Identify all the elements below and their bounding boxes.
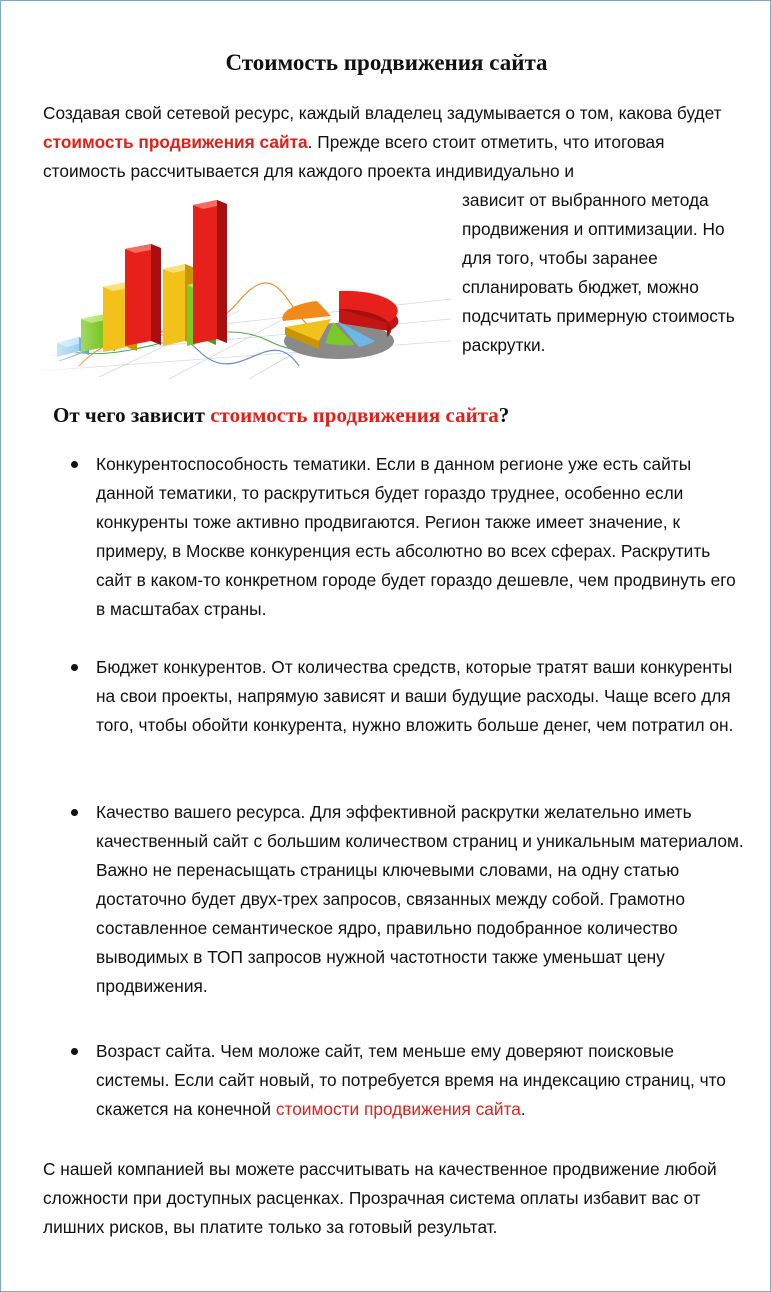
- list-item-text-end: .: [520, 1099, 526, 1119]
- keyword-link[interactable]: стоимости продвижения сайта: [275, 1099, 521, 1119]
- intro-text-start: Создавая свой сетевой ресурс, каждый владелец задумывается о том, какова будет: [43, 103, 722, 123]
- list-item-text: Возраст сайта. Чем моложе сайт, тем меньше ему доверяют поисковые системы. Если сайт новый, то потребуется время на индексацию страниц, что скажется на конечной: [96, 1041, 726, 1119]
- page-title: Стоимость продвижения сайта: [225, 50, 548, 75]
- bullet-dot: [71, 664, 78, 671]
- intro-text-end: . Прежде всего стоит отметить, что итоговая стоимость рассчитывается для каждого проекта индивидуально и: [43, 132, 665, 181]
- statistics-chart-illustration: [39, 191, 451, 379]
- heading-text-end: ?: [498, 403, 510, 427]
- closing-paragraph: С нашей компанией вы можете рассчитывать на качественное продвижение любой сложности при доступных расценках. Прозрачная система оплаты избавит вас от лишних рисков, вы платите только за готовый результат.: [43, 1159, 717, 1237]
- side-paragraph: зависит от выбранного метода продвижения и оптимизации. Но для того, чтобы заранее спланировать бюджет, можно подсчитать примерную стоимость раскрутки.: [462, 190, 735, 355]
- list-item: Бюджет конкурентов. От количества средств, которые тратят ваши конкуренты на свои проекты, напрямую зависят и ваши будущие расходы. Чаще всего для того, чтобы обойти конкурента, нужно вложить больше денег, чем потратил он.: [96, 657, 734, 735]
- heading-text-start: От чего зависит: [53, 403, 211, 427]
- intro-keyword-link[interactable]: стоимость продвижения сайта: [43, 132, 308, 152]
- list-item: Качество вашего ресурса. Для эффективной раскрутки желательно иметь качественный сайт с большим количеством страниц и уникальным материалом. Важно не перенасыщать страницы ключевыми словами, на одну статью достаточно будет двух-трех запросов, связанных между собой. Грамотно составленное семантическое ядро, правильно подобранное количество выводимых в ТОП запросов нужной частотности также уменьшат цену продвижения.: [96, 802, 744, 996]
- heading-keyword: стоимость продвижения сайта: [210, 403, 499, 427]
- list-item: Конкурентоспособность тематики. Если в данном регионе уже есть сайты данной тематики, то раскрутиться будет гораздо труднее, особенно если конкуренты тоже активно продвигаются. Регион также имеет значение, к примеру, в Москве конкуренция есть абсолютно во всех сферах. Раскрутить сайт в каком-то конкретном городе будет гораздо дешевле, чем продвинуть его в масштабах страны.: [96, 454, 736, 619]
- section-heading: [53, 399, 509, 431]
- intro-paragraph: [43, 99, 743, 186]
- bullet-dot: [71, 1048, 78, 1055]
- list-item: [96, 1037, 746, 1124]
- bullet-dot: [71, 809, 78, 816]
- bullet-dot: [71, 461, 78, 468]
